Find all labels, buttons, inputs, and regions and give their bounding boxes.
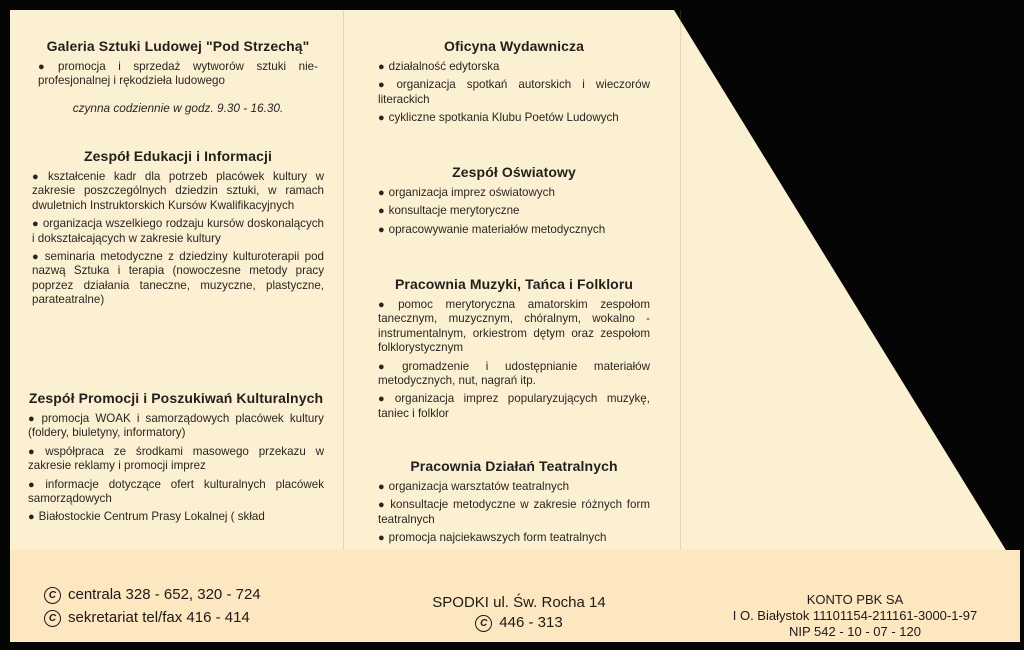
address-line: SPODKI ul. Św. Rocha 14 — [432, 594, 606, 611]
list-item: ● seminaria metodyczne z dziedziny kulturoterapii pod nazwą Sztuka i terapia (nowoczesne metody pracy poprzez działania taneczne, muzyczne, plastyczne, parateatralne) — [32, 250, 324, 307]
section-title: Zespół Edukacji i Informacji — [84, 148, 272, 164]
section-title: Galeria Sztuki Ludowej "Pod Strzechą" — [46, 38, 310, 54]
central-line: C centrala 328 - 652, 320 - 724 — [44, 586, 261, 604]
section-promocja — [28, 390, 324, 529]
section-galeria — [32, 38, 324, 115]
bullet-icon: ● — [378, 499, 387, 512]
list-item: ● Białostockie Centrum Prasy Lokalnej ( skład — [28, 510, 265, 524]
list-item: ● organizacja spotkań autorskich i wieczorów literackich — [378, 78, 650, 106]
bullet-icon: ● — [378, 187, 385, 199]
list-item: ● opracowywanie materiałów metodycznych — [378, 222, 606, 236]
list-item: ● promocja WOAK i samorządowych placówek kultury (foldery, biuletyny, informatory) — [28, 412, 324, 440]
bullet-icon: ● — [378, 532, 385, 545]
list-item: ● cykliczne spotkania Klubu Poetów Ludowych — [378, 111, 619, 125]
section-title: Zespół Promocji i Poszukiwań Kulturalnych — [28, 390, 324, 406]
nip-number: NIP 542 - 10 - 07 - 120 — [788, 624, 921, 639]
bullet-icon: ● — [378, 393, 391, 406]
section-oswiatowy — [378, 164, 650, 241]
contact-bank — [690, 550, 1020, 642]
bank-account: I O. Białystok 11101154-211161-3000-1-97 — [732, 608, 978, 623]
list-item: ● kształcenie kadr dla potrzeb placówek kultury w zakresie poszczególnych dziedzin sztuki, w ramach dwuletnich Instruktorskich Kursów Kwalifikacyjnych — [32, 170, 324, 212]
list-item: ● współpraca ze środkami masowego przekazu w zakresie reklamy i promocji imprez — [28, 444, 324, 473]
bullet-icon: ● — [32, 251, 41, 264]
bullet-icon: ● — [28, 511, 35, 524]
list-item: ● gromadzenie i udostępnianie materiałów metodycznych, nut, nagrań itp. — [378, 359, 650, 388]
section-title: Pracownia Działań Teatralnych — [410, 458, 618, 474]
list-item: ● organizacja imprez popularyzujących muzykę, taniec i folklor — [378, 392, 650, 420]
bullet-icon: ● — [28, 478, 42, 491]
phone-icon: C — [44, 610, 61, 627]
bullet-icon: ● — [32, 218, 39, 231]
secretariat-line: C sekretariat tel/fax 416 - 414 — [44, 609, 250, 627]
list-item: ● pomoc merytoryczna amatorskim zespołom tanecznym, muzycznym, chóralnym, wokalno - instrumentalnym, orkiestrom dętym oraz zespołom folklorystycznym — [378, 298, 650, 355]
bullet-icon: ● — [378, 223, 385, 236]
list-item: ● promocja najciekawszych form teatralnych — [378, 531, 607, 545]
bullet-icon: ● — [378, 61, 385, 73]
bullet-icon: ● — [378, 481, 385, 493]
section-muzyka — [378, 276, 650, 425]
bullet-icon: ● — [378, 112, 385, 125]
section-title: Pracownia Muzyki, Tańca i Folkloru — [394, 276, 634, 292]
bullet-icon: ● — [378, 205, 385, 218]
contact-strip — [10, 550, 1020, 642]
bullet-icon: ● — [378, 79, 393, 92]
phone-icon: C — [44, 587, 61, 604]
phone-icon: C — [475, 615, 492, 632]
section-oficyna — [378, 38, 650, 130]
fold-line-1 — [343, 10, 344, 550]
contact-phones — [44, 550, 344, 642]
bank-title: KONTO PBK SA — [806, 592, 904, 607]
bullet-icon: ● — [28, 413, 38, 425]
list-item: ● organizacja imprez oświatowych — [378, 186, 555, 199]
section-edukacja — [32, 148, 324, 312]
address-phone-line: C 446 - 313 — [350, 614, 688, 632]
bullet-icon: ● — [378, 360, 399, 373]
list-item: ● informacje dotyczące ofert kulturalnych placówek samorządowych — [28, 477, 324, 506]
list-item: ● promocja i sprzedaż wytworów sztuki nie-profesjonalnej i rękodzieła ludowego — [38, 60, 318, 88]
list-item: ● konsultacje merytoryczne — [378, 204, 520, 218]
section-title: Zespół Oświatowy — [452, 164, 576, 180]
bullet-icon: ● — [378, 299, 395, 311]
section-teatr — [378, 458, 650, 550]
section-title: Oficyna Wydawnicza — [443, 38, 585, 54]
opening-hours: czynna codziennie w godz. 9.30 - 16.30. — [72, 100, 284, 115]
list-item: ● działalność edytorska — [378, 60, 500, 73]
list-item: ● organizacja warsztatów teatralnych — [378, 480, 570, 493]
contact-address — [350, 550, 688, 642]
bullet-icon: ● — [32, 171, 44, 183]
bullet-icon: ● — [38, 61, 54, 73]
fold-line-2 — [680, 10, 681, 550]
list-item: ● konsultacje metodyczne w zakresie różnych form teatralnych — [378, 498, 650, 526]
list-item: ● organizacja wszelkiego rodzaju kursów doskonalących i dokształcających w zakresie kultury — [32, 217, 324, 245]
bullet-icon: ● — [28, 445, 42, 458]
